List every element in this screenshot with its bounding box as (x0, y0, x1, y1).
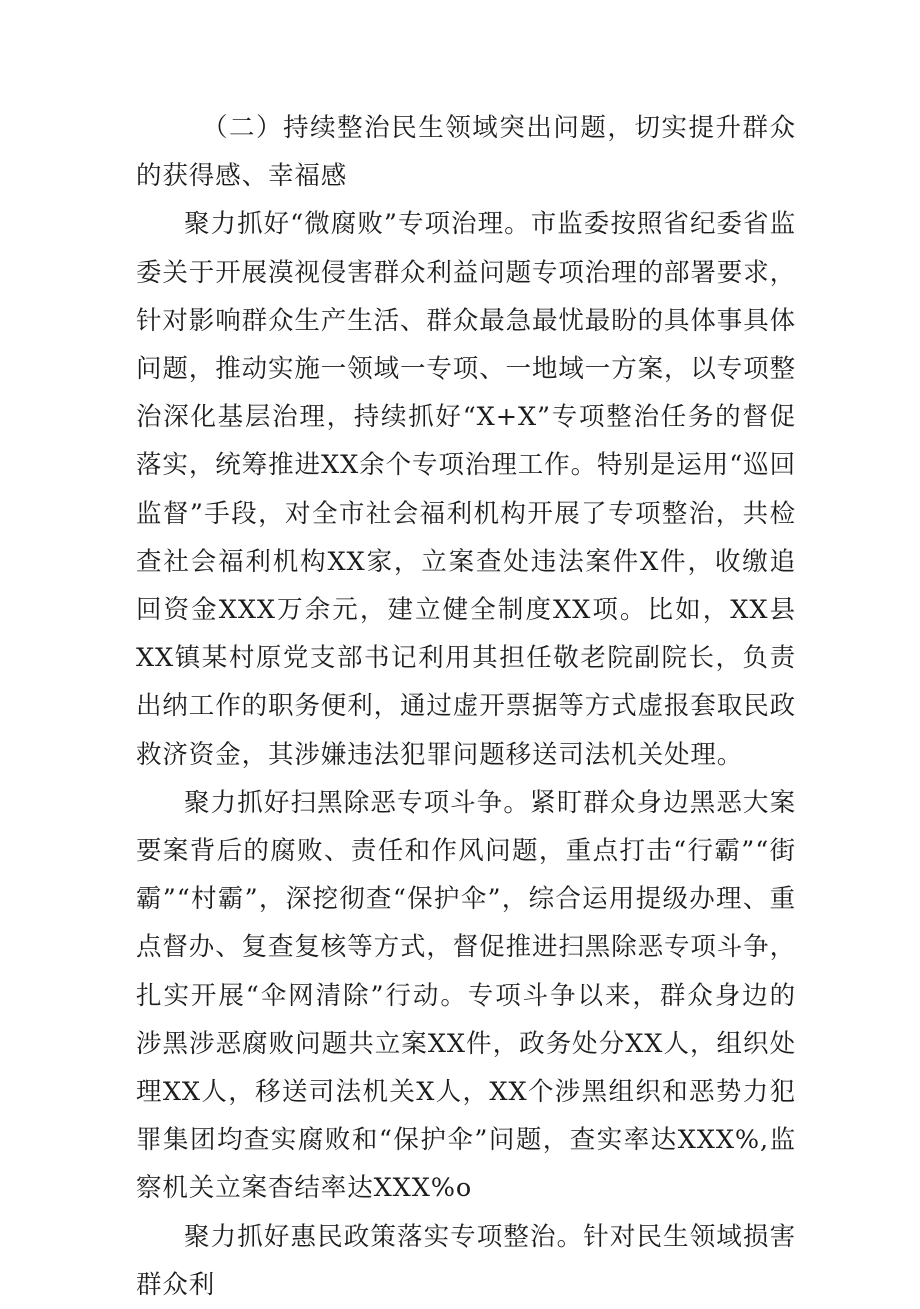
paragraph-anti-gang: 聚力抓好扫黑除恶专项斗争。紧盯群众身边黑恶大案要案背后的腐败、责任和作风问题，重点打击“行霸”“街霸”“村霸”，深挖彻查“保护伞”，综合运用提级办理、重点督办、复查复核等方式，督促推进扫黑除恶专项斗争，扎实开展“伞网清除”行动。专项斗争以来，群众身边的涉黑涉恶腐败问题共立案XX件，政务处分XX人，组织处理XX人，移送司法机关X人，XX个涉黑组织和恶势力犯罪集团均查实腐败和“保护伞”问题，查实率达XXX%,监察机关立案杳结率达XXX%o (136, 787, 797, 1204)
document-body (136, 104, 796, 1309)
section-heading: （二）持续整治民生领域突出问题，切实提升群众的获得感、幸福感 (136, 113, 796, 192)
paragraph-policy-implementation: 聚力抓好惠民政策落实专项整治。针对民生领域损害群众利 (136, 1221, 796, 1300)
paragraph-micro-corruption: 聚力抓好“微腐败”专项治理。市监委按照省纪委省监委关于开展漠视侵害群众利益问题专项治理的部署要求，针对影响群众生产生活、群众最急最忧最盼的具体事具体问题，推动实施一领域一专项、一地域一方案，以专项整治深化基层治理，持续抓好“X+X”专项整治任务的督促落实，统筹推进XX余个专项治理工作。特别是运用“巡回监督”手段，对全市社会福利机构开展了专项整治，共检查社会福利机构XX家，立案查处违法案件X件，收缴追回资金XXX万余元，建立健全制度XX项。比如，XX县XX镇某村原党支部书记利用其担任敬老院副院长，负责出纳工作的职务便利，通过虚开票据等方式虚报套取民政救济资金，其涉嫌违法犯罪问题移送司法机关处理。 (136, 209, 797, 770)
